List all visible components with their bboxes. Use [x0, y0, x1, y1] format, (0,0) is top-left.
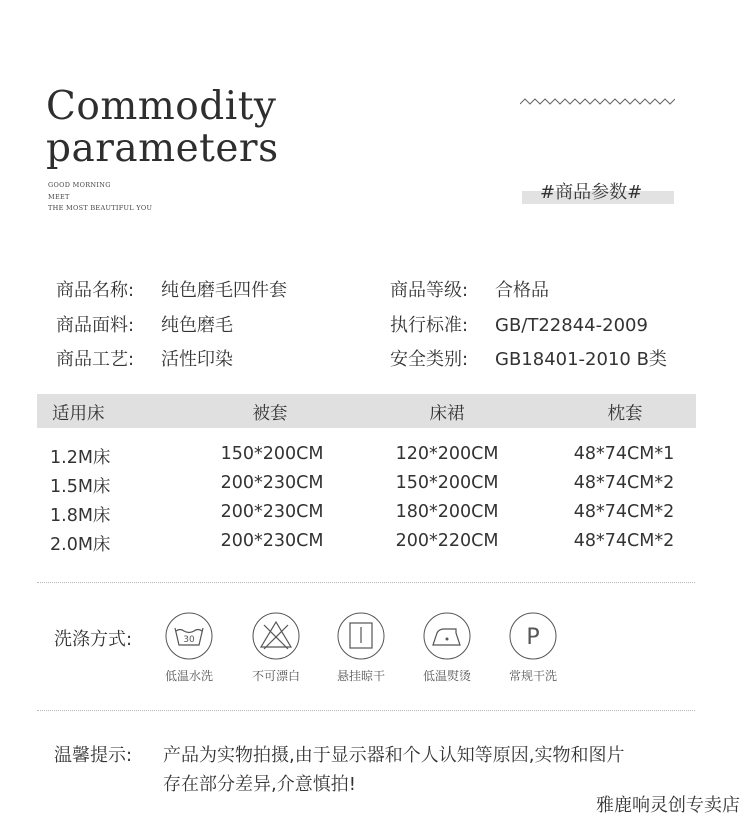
param-label: 安全类别:	[390, 349, 469, 370]
no-bleach-icon	[251, 611, 301, 661]
param-label: 商品工艺:	[56, 349, 135, 370]
table-cell: 2.0M床	[50, 535, 111, 555]
param-value: 合格品	[495, 280, 549, 301]
param-label: 商品面料:	[56, 315, 135, 336]
subtitle-line-3: THE MOST BEAUTIFUL YOU	[48, 204, 153, 212]
param-label: 商品名称:	[56, 280, 135, 301]
subtitle	[48, 180, 152, 215]
table-cell: 200*230CM	[220, 531, 324, 551]
table-cell: 200*230CM	[220, 502, 324, 522]
title-line-2: parameters	[46, 126, 279, 171]
param-standard	[390, 311, 648, 337]
care-caption: 不可漂白	[251, 669, 301, 683]
section-tag	[522, 178, 674, 206]
param-value: 纯色磨毛	[161, 315, 233, 336]
table-header-cell: 被套	[252, 404, 288, 424]
param-safety	[390, 345, 667, 371]
table-cell: 48*74CM*2	[573, 473, 675, 493]
wash-30-icon	[164, 611, 214, 661]
table-cell: 150*200CM	[395, 473, 499, 493]
tips-line-2: 存在部分差异,介意慎拍!	[163, 774, 356, 795]
param-value: GB18401-2010 B类	[495, 349, 667, 370]
care-caption: 低温熨烫	[422, 669, 472, 683]
care-caption: 悬挂晾干	[336, 669, 386, 683]
table-cell: 200*230CM	[220, 473, 324, 493]
table-cell: 1.2M床	[50, 448, 111, 468]
care-label: 洗涤方式:	[54, 629, 133, 650]
wash-temperature: 30	[183, 635, 195, 645]
param-material	[56, 311, 233, 337]
table-cell: 48*74CM*2	[573, 502, 675, 522]
param-value: 纯色磨毛四件套	[161, 280, 287, 301]
param-label: 商品等级:	[390, 280, 469, 301]
param-name	[56, 276, 287, 302]
table-cell: 48*74CM*2	[573, 531, 675, 551]
divider	[37, 582, 695, 583]
hang-dry-icon	[336, 611, 386, 661]
table-header	[37, 394, 696, 428]
param-grade	[390, 276, 549, 302]
table-cell: 120*200CM	[395, 444, 499, 464]
divider	[37, 710, 695, 711]
table-cell: 200*220CM	[395, 531, 499, 551]
subtitle-line-2: MEET	[48, 192, 70, 201]
page-title	[46, 86, 279, 170]
param-value: 活性印染	[161, 349, 233, 370]
table-cell: 180*200CM	[395, 502, 499, 522]
care-caption: 常规干洗	[508, 669, 558, 683]
title-line-1: Commodity	[46, 84, 277, 129]
dry-clean-icon	[508, 611, 558, 661]
table-cell: 150*200CM	[220, 444, 324, 464]
wave-decoration-icon	[520, 96, 675, 108]
param-label: 执行标准:	[390, 315, 469, 336]
param-value: GB/T22844-2009	[495, 315, 648, 336]
tips-label: 温馨提示:	[54, 745, 133, 766]
table-cell: 1.5M床	[50, 477, 111, 497]
table-header-cell: 适用床	[52, 404, 105, 424]
table-header-cell: 枕套	[607, 404, 643, 424]
table-header-cell: 床裙	[429, 404, 465, 424]
dry-clean-letter: P	[526, 625, 540, 650]
param-process	[56, 345, 233, 371]
tag-text: #商品参数#	[540, 182, 643, 203]
table-cell: 1.8M床	[50, 506, 111, 526]
tips-line-1: 产品为实物拍摄,由于显示器和个人认知等原因,实物和图片	[163, 745, 625, 766]
subtitle-line-1: GOOD MORNING	[48, 181, 111, 189]
table-cell: 48*74CM*1	[573, 444, 675, 464]
shop-name: 雅鹿响灵创专卖店	[596, 795, 740, 816]
low-iron-icon	[422, 611, 472, 661]
care-caption: 低温水洗	[164, 669, 214, 683]
